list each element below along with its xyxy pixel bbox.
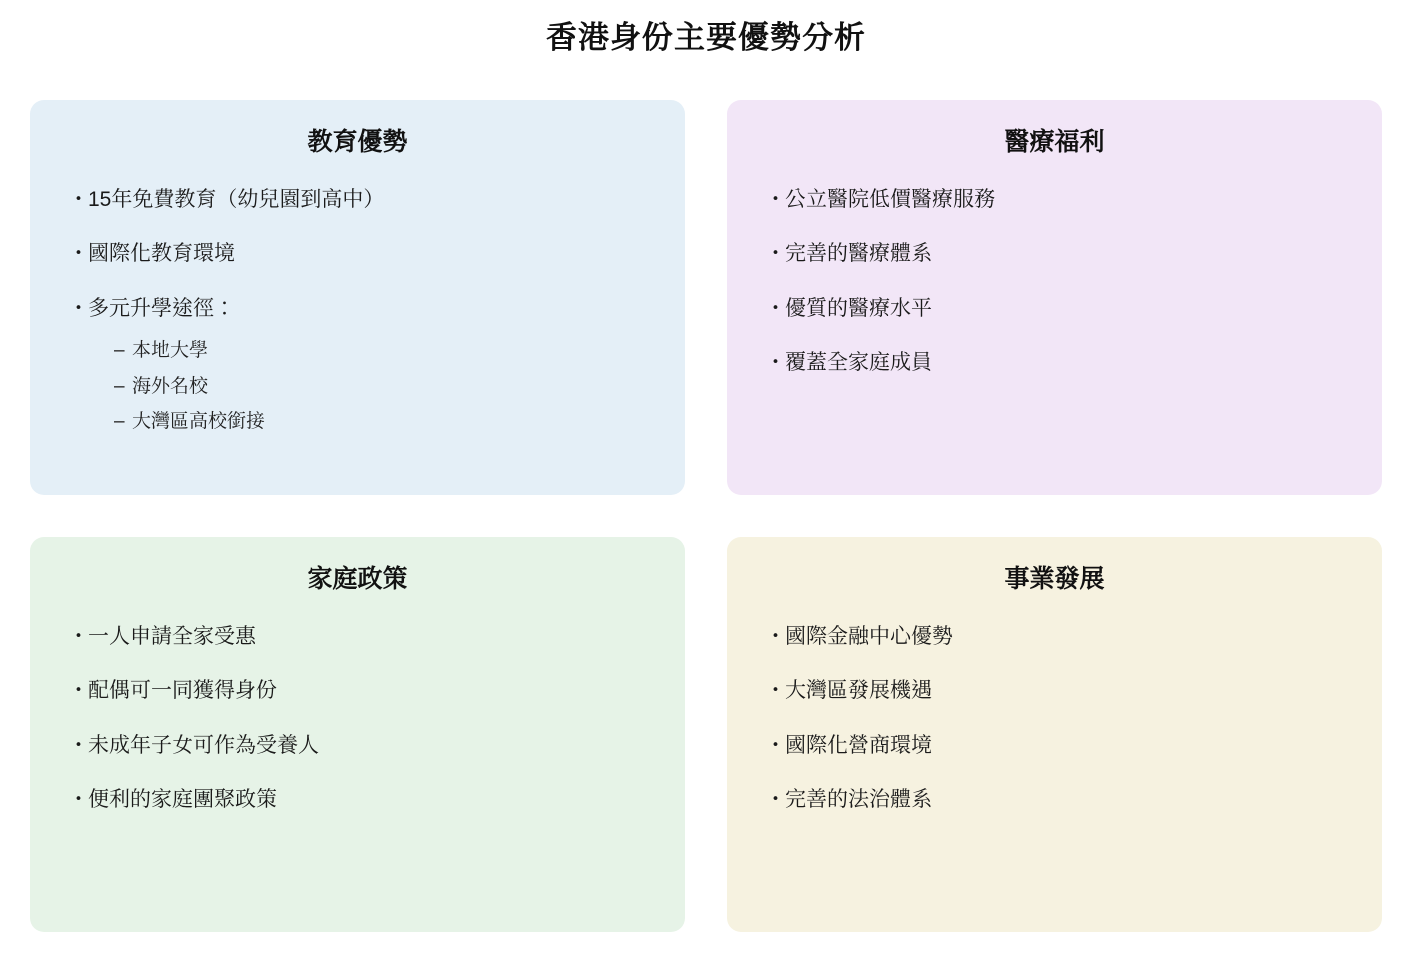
- list-item: [761, 239, 1348, 269]
- list-item: [761, 731, 1348, 761]
- bullet-icon: ・: [68, 296, 89, 320]
- sublist-item: [88, 409, 651, 435]
- card-medical-list: [761, 185, 1348, 379]
- bullet-icon: ・: [765, 187, 786, 211]
- bullet-icon: ・: [765, 624, 786, 648]
- bullet-icon: ・: [68, 788, 89, 812]
- card-medical: [727, 100, 1382, 495]
- bullet-icon: ・: [68, 242, 89, 266]
- list-item: [761, 622, 1348, 652]
- list-item-label: 國際化教育環境: [88, 242, 235, 266]
- bullet-icon: ・: [765, 788, 786, 812]
- bullet-icon: ・: [765, 679, 786, 703]
- list-item: [64, 239, 651, 269]
- list-item-label: 公立醫院低價醫療服務: [785, 187, 995, 211]
- list-item: [761, 348, 1348, 378]
- page-title: 香港身份主要優勢分析: [546, 20, 866, 55]
- dash-icon: –: [114, 340, 125, 362]
- list-item: [64, 185, 651, 215]
- list-item: [64, 676, 651, 706]
- card-career-list: [761, 622, 1348, 816]
- bullet-icon: ・: [68, 187, 89, 211]
- sublist-item-label: 海外名校: [132, 375, 209, 397]
- sublist-item: [88, 338, 651, 364]
- bullet-icon: ・: [765, 733, 786, 757]
- card-career-title: 事業發展: [1004, 565, 1105, 594]
- list-item: [64, 622, 651, 652]
- card-career: [727, 537, 1382, 932]
- list-item-label: 完善的醫療體系: [785, 242, 932, 266]
- list-item-label: 15年免費教育（幼兒園到高中）: [88, 187, 385, 211]
- list-item: [761, 785, 1348, 815]
- list-item-label: 一人申請全家受惠: [88, 624, 256, 648]
- sublist-item-label: 大灣區高校銜接: [132, 411, 266, 433]
- dash-icon: –: [114, 411, 125, 433]
- list-item: [64, 731, 651, 761]
- sublist-item: [88, 374, 651, 400]
- card-family-title: 家庭政策: [307, 565, 408, 594]
- list-item: [64, 785, 651, 815]
- list-item: [761, 185, 1348, 215]
- list-item-group: [88, 294, 651, 435]
- list-item: [64, 294, 651, 435]
- bullet-icon: ・: [68, 624, 89, 648]
- list-item: [761, 294, 1348, 324]
- list-item-label: 完善的法治體系: [785, 788, 932, 812]
- list-item-label: 多元升學途徑：: [88, 296, 235, 320]
- card-family-list: [64, 622, 651, 816]
- card-education-list: [64, 185, 651, 435]
- sublist-item-label: 本地大學: [132, 340, 209, 362]
- card-medical-title: 醫療福利: [1004, 128, 1105, 157]
- list-item-label: 未成年子女可作為受養人: [88, 733, 319, 757]
- bullet-icon: ・: [68, 733, 89, 757]
- bullet-icon: ・: [68, 679, 89, 703]
- education-sublist: [88, 338, 651, 435]
- list-item-label: 國際金融中心優勢: [785, 624, 953, 648]
- bullet-icon: ・: [765, 296, 786, 320]
- list-item-label: 優質的醫療水平: [785, 296, 932, 320]
- card-family: [30, 537, 685, 932]
- bullet-icon: ・: [765, 242, 786, 266]
- list-item-label: 大灣區發展機遇: [785, 679, 932, 703]
- advantage-card-grid: [22, 100, 1390, 932]
- bullet-icon: ・: [765, 351, 786, 375]
- card-education-title: 教育優勢: [307, 128, 408, 157]
- list-item-label: 便利的家庭團聚政策: [88, 788, 277, 812]
- list-item-label: 配偶可一同獲得身份: [88, 679, 277, 703]
- list-item: [761, 676, 1348, 706]
- list-item-label: 覆蓋全家庭成員: [785, 351, 932, 375]
- card-education: [30, 100, 685, 495]
- list-item-label: 國際化營商環境: [785, 733, 932, 757]
- dash-icon: –: [114, 375, 125, 397]
